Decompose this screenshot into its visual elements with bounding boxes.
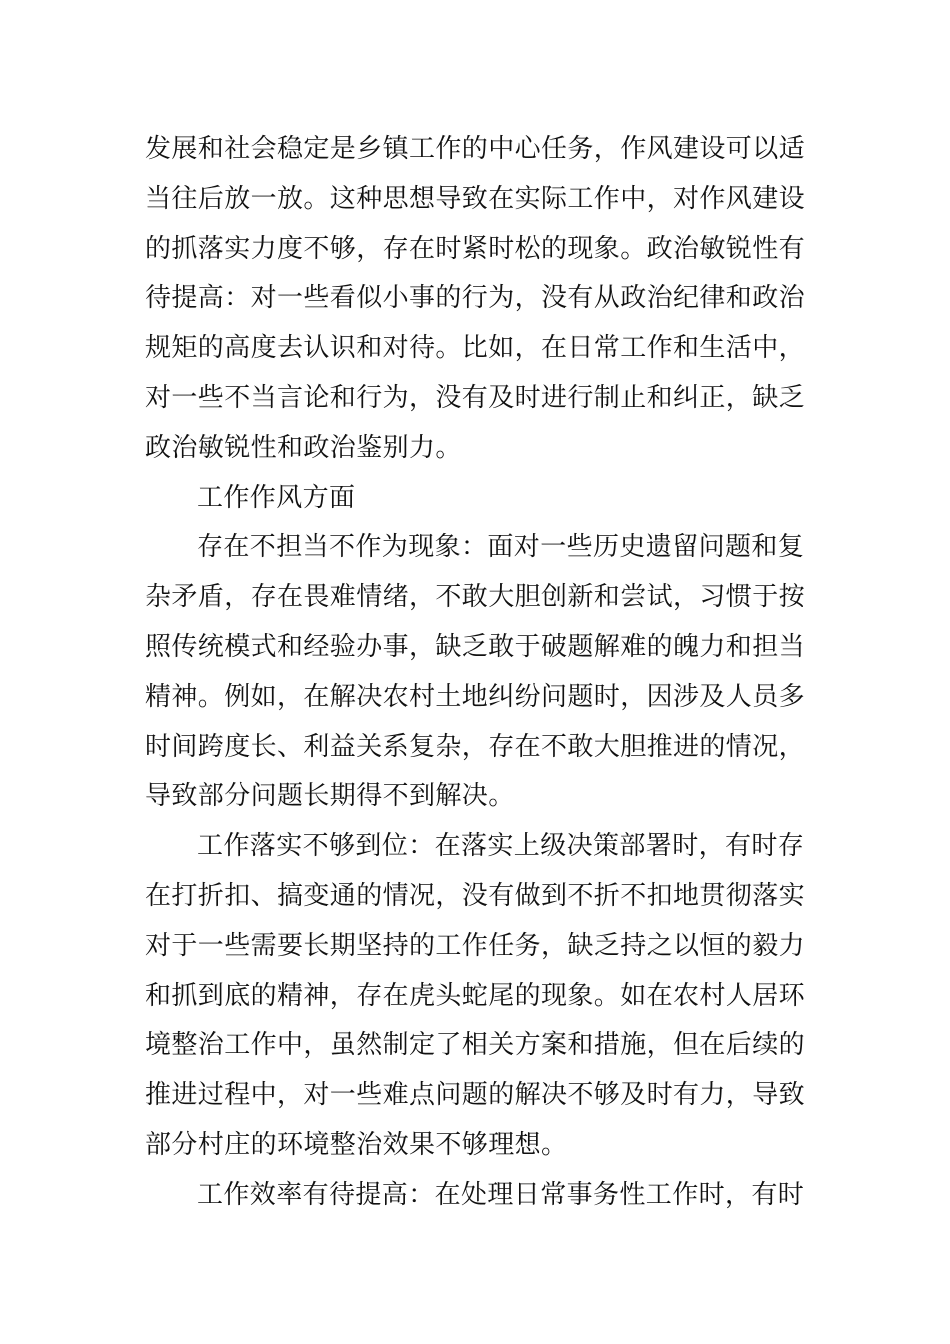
text-line: 发展和社会稳定是乡镇工作的中心任务，作风建设可以适 xyxy=(145,134,806,164)
text-line: 存在不担当不作为现象：面对一些历史遗留问题和复 xyxy=(197,532,805,563)
text-line: 的抓落实力度不够，存在时紧时松的现象。政治敏锐性有 xyxy=(145,233,806,264)
text-line: 政治敏锐性和政治鉴别力。 xyxy=(145,432,462,463)
text-line: 部分村庄的环境整治效果不够理想。 xyxy=(145,1129,568,1160)
text-line: 导致部分问题长期得不到解决。 xyxy=(145,781,515,812)
paragraph-political-awareness xyxy=(145,125,810,474)
text-line: 时间跨度长、利益关系复杂，存在不敢大胆推进的情况， xyxy=(145,731,806,762)
text-line: 精神。例如，在解决农村土地纠纷问题时，因涉及人员多 xyxy=(145,681,806,712)
text-line: 待提高：对一些看似小事的行为，没有从政治纪律和政治 xyxy=(145,283,806,314)
document-body xyxy=(145,125,810,1221)
paragraph-efficiency xyxy=(145,1171,810,1221)
text-line: 杂矛盾，存在畏难情绪，不敢大胆创新和尝试，习惯于按 xyxy=(145,582,806,613)
text-line: 对一些不当言论和行为，没有及时进行制止和纠正，缺乏 xyxy=(145,382,806,413)
paragraph-implementation xyxy=(145,822,810,1171)
text-line: 推进过程中，对一些难点问题的解决不够及时有力，导致 xyxy=(145,1080,806,1111)
text-line: 照传统模式和经验办事，缺乏敢于破题解难的魄力和担当 xyxy=(145,631,806,662)
text-line: 境整治工作中，虽然制定了相关方案和措施，但在后续的 xyxy=(145,1030,806,1061)
heading-work-style: 工作作风方面 xyxy=(197,482,356,513)
text-line: 规矩的高度去认识和对待。比如，在日常工作和生活中， xyxy=(145,333,806,364)
text-line: 对于一些需要长期坚持的工作任务，缺乏持之以恒的毅力 xyxy=(145,930,806,961)
text-line: 当往后放一放。这种思想导致在实际工作中，对作风建设 xyxy=(145,183,806,214)
text-line: 工作效率有待提高：在处理日常事务性工作时，有时 xyxy=(197,1179,805,1210)
paragraph-lack-of-responsibility xyxy=(145,523,810,822)
text-line: 在打折扣、搞变通的情况，没有做到不折不扣地贯彻落实 xyxy=(145,880,806,911)
section-heading xyxy=(145,474,810,524)
text-line: 工作落实不够到位：在落实上级决策部署时，有时存 xyxy=(197,831,805,862)
text-line: 和抓到底的精神，存在虎头蛇尾的现象。如在农村人居环 xyxy=(145,980,806,1011)
